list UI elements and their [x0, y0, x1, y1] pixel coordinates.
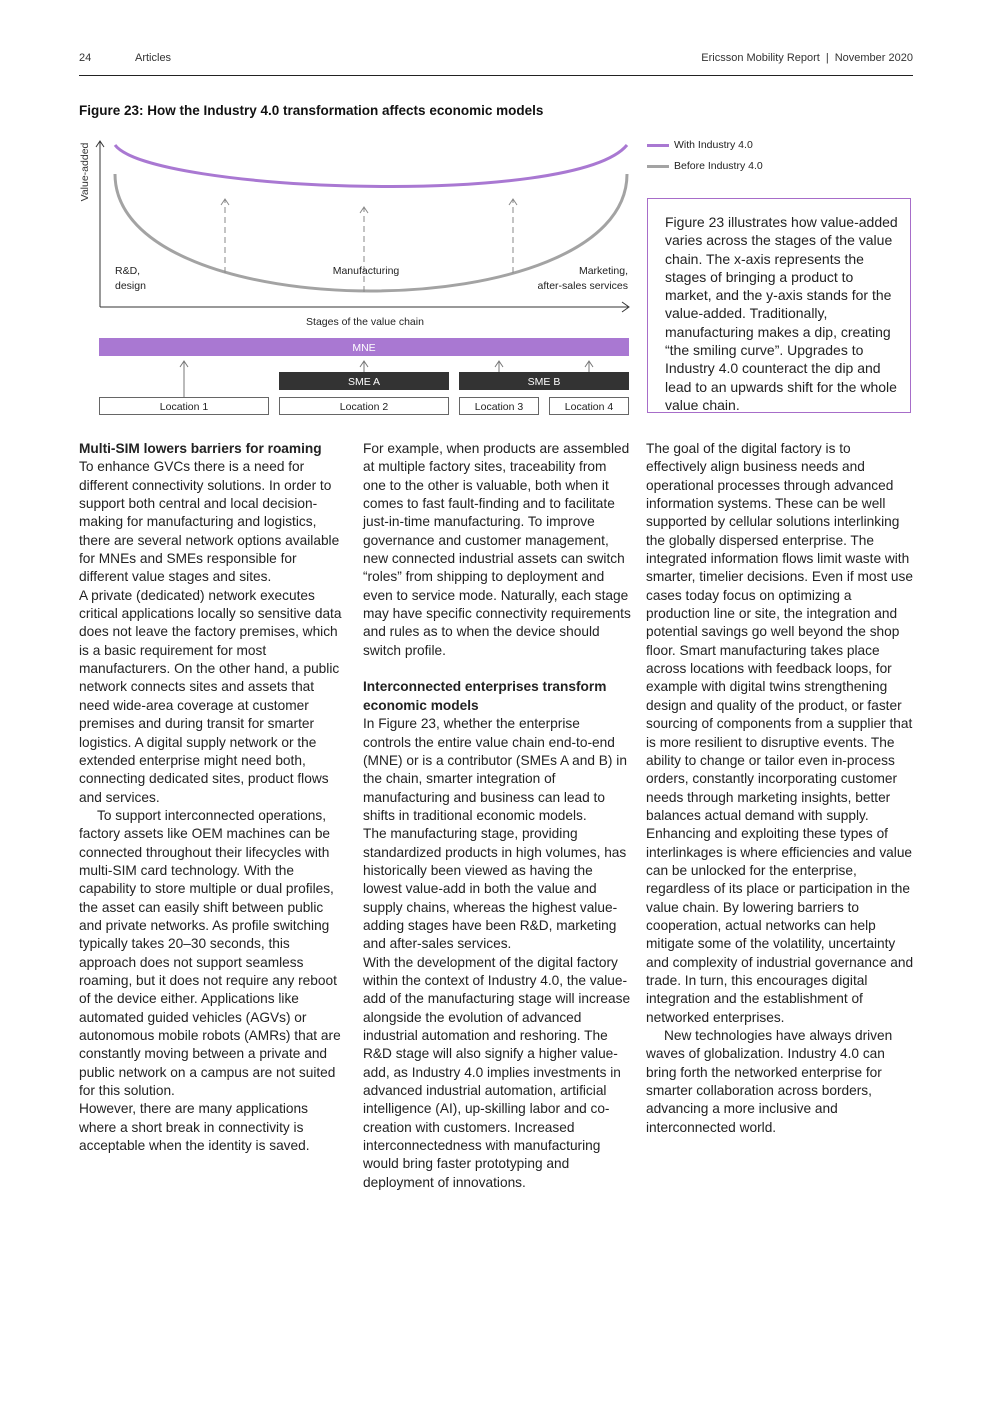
- legend-swatch-before: [647, 165, 669, 168]
- legend-swatch-with: [647, 144, 669, 147]
- with-industry-curve: [115, 145, 627, 186]
- y-axis-label: Value-added: [79, 142, 91, 202]
- col2-paragraph-1: For example, when products are assembled at multiple factory sites, traceability from one to the other is valuable, both when it comes to fast fault-finding and to facilitate just-in-time manufacturing. To improve governance and customer management, new connected industrial assets can switch “roles” from shipping to deployment and even to service mode. Naturally, each stage may have specific connectivity requirements and rules as to when the device should switch profile.: [363, 441, 631, 658]
- location-2-label: Location 2: [339, 401, 389, 413]
- figure-title: Figure 23: How the Industry 4.0 transformation affects economic models: [79, 103, 544, 118]
- legend-before-industry: [647, 160, 763, 172]
- heading-interconnected: Interconnected enterprises transform economic models: [363, 679, 607, 713]
- report-name: Ericsson Mobility Report: [701, 52, 820, 64]
- location-4-label: Location 4: [564, 401, 614, 413]
- stage-label-marketing: Marketing,: [578, 265, 628, 277]
- col1-paragraph-2: A private (dedicated) network executes critical applications locally so sensitive data does not leave the factory premises, which is a basic requirement for most manufacturers. On the other hand, a public network connects sites and assets that need wide-area coverage at customer premises and during transit for smarter logistics. A digital supply network or the extended enterprise might need both, connecting dedicated sites, product flows and services.: [79, 587, 342, 805]
- col2-spacer: [363, 660, 631, 678]
- stage-label-after-sales: after-sales services: [537, 280, 628, 292]
- stage-label-design: design: [115, 280, 146, 292]
- col3-paragraph-2: New technologies have always driven waves of globalization. Industry 4.0 can bring forth the networked enterprise for smarter collaboration across borders, advancing a more inclusive and interconnected world.: [646, 1028, 893, 1135]
- col1-paragraph-4: However, there are many applications where a short break in connectivity is acceptable when the identity is saved.: [79, 1101, 310, 1154]
- legend-label-before: Before Industry 4.0: [674, 160, 763, 172]
- col2-paragraph-3: The manufacturing stage, providing standardized products in high volumes, has historically been viewed as having the lowest value-add in both the value and supply chains, whereas the highest value-adding stages have been R&D, marketing and after-sales services.: [363, 826, 627, 952]
- section-label: Articles: [135, 52, 172, 64]
- sme-a-label: SME A: [347, 376, 381, 388]
- report-title: [701, 52, 913, 64]
- legend-label-with: With Industry 4.0: [674, 139, 753, 151]
- article-column-2: [363, 440, 631, 1192]
- location-1-label: Location 1: [159, 401, 209, 413]
- value-chain-diagram: [70, 130, 640, 420]
- legend-with-industry: [647, 139, 753, 151]
- sme-b-label: SME B: [527, 376, 561, 388]
- col2-paragraph-4: With the development of the digital factory within the context of Industry 4.0, the value-add of the manufacturing stage will increase alongside the evolution of advanced industrial automation and reshoring. The R&D stage will also signify a higher value-add, as Industry 4.0 implies investments in advanced industrial automation, artificial intelligence (AI), up-skilling labor and co-creation with customers. Increased interconnectedness with manufacturing would bring faster prototyping and deployment of innovations.: [363, 954, 631, 1190]
- x-axis-label: Stages of the value chain: [306, 316, 424, 328]
- location-3-label: Location 3: [474, 401, 524, 413]
- col2-paragraph-2: In Figure 23, whether the enterprise controls the entire value chain end-to-end (MNE) or is a contributor (SMEs A and B) in the chain, smarter integration of manufacturing and business can lead to shifts in traditional economic models.: [363, 716, 627, 823]
- stage-label-manufacturing: Manufacturing: [332, 265, 400, 277]
- page-number: 24: [79, 52, 92, 64]
- header-separator: |: [825, 52, 829, 64]
- report-date: November 2020: [834, 52, 913, 64]
- header-rule: [79, 75, 913, 76]
- article-column-3: [646, 440, 914, 1137]
- mne-label: MNE: [352, 342, 376, 354]
- figure-description-box: [647, 198, 911, 413]
- figure-description: Figure 23 illustrates how value-added varies across the stages of the value chain. The x-axis represents the stages of bringing a product to market, and the y-axis stands for the value-added. Traditionally, manufacturing makes a dip, creating “the smiling curve”. Upgrades to Industry 4.0 counteract the dip and lead to an upwards shift for the whole value chain.: [665, 214, 898, 413]
- col3-paragraph-1: The goal of the digital factory is to effectively align business needs and operational processes through advanced information systems. These can be well supported by cellular solutions interlinking the globally dispersed enterprise. The integrated information flows limit waste with smarter, timelier decisions. Even if most use cases today focus on optimizing a production line or site, the integration and potential savings go well beyond the shop floor. Smart manufacturing takes place across locations with feedback loops, for example with digital twins strengthening design and quality of the product, or faster sourcing of components from a supplier that is more resilient to disruptive events. The ability to change or tailor even in-process orders, constantly incorporating customer needs through marketing insights, better balances actual demand with supply. Enhancing and exploiting these types of interlinkages is where efficiencies and value can be unlocked for the enterprise, regardless of its place or participation in the value chain. By lowering barriers to cooperation, actual networks can help mitigate some of the volatility, uncertainty and complexity of industrial governance and trade. In turn, this encourages digital integration and the establishment of networked enterprises.: [646, 441, 914, 1025]
- article-column-1: [79, 440, 347, 1155]
- col1-paragraph-3: To support interconnected operations, factory assets like OEM machines can be connected throughout their lifecycles with multi-SIM card technology. With the capability to store multiple or dual profiles, the asset can easily shift between public and private networks. As profile switching typically takes 20–30 seconds, this approach does not support seamless roaming, but it does not require any reboot of the device either. Applications like automated guided vehicles (AGVs) or autonomous mobile robots (AMRs) that are constantly moving between a private and public network on a campus are not suited for this solution.: [79, 807, 341, 1099]
- heading-multi-sim: Multi-SIM lowers barriers for roaming: [79, 441, 322, 456]
- col1-paragraph-1: To enhance GVCs there is a need for different connectivity solutions. In order to support both central and local decision-making for manufacturing and logistics, there are several network options available for MNEs and SMEs responsible for different value stages and sites.: [79, 459, 340, 585]
- stage-label-rd: R&D,: [115, 265, 141, 277]
